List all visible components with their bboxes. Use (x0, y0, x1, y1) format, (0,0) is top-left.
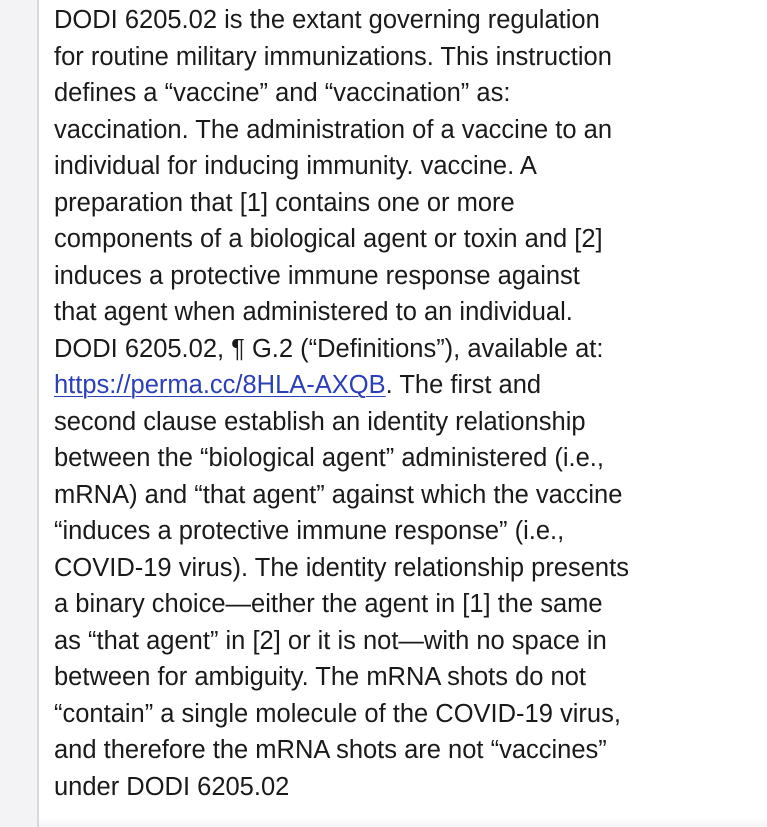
text-line: preparation that [1] contains one or more (54, 188, 515, 217)
text-line: “contain” a single molecule of the COVID-19 virus, (54, 699, 621, 728)
text-line: under DODI 6205.02 (54, 772, 290, 801)
text-line: vaccination. The administration of a vaccine to an (54, 115, 613, 144)
quoted-passage (54, 2, 754, 805)
text-line: COVID-19 virus). The identity relationship presents (54, 553, 629, 582)
text-line: and therefore the mRNA shots are not “vaccines” (54, 736, 607, 764)
text-line: second clause establish an identity relationship (54, 407, 586, 436)
quote-gutter (0, 0, 37, 827)
text-line: as “that agent” in [2] or it is not—with no space in (54, 626, 607, 655)
quote-bar (37, 0, 39, 827)
bottom-edge (39, 817, 767, 827)
link-tail-text: . The first and (385, 371, 542, 399)
text-line: for routine military immunizations. This instruction (54, 42, 612, 71)
perma-cc-link[interactable]: https://perma.cc/8HLA-AXQB (54, 371, 386, 399)
text-line: DODI 6205.02, ¶ G.2 (“Definitions”), available at: (54, 334, 604, 363)
text-line: DODI 6205.02 is the extant governing regulation (54, 6, 600, 34)
text-line: individual for inducing immunity. vaccine. A (54, 152, 537, 180)
text-line-with-link (54, 367, 754, 404)
text-line: a binary choice—either the agent in [1] the same (54, 590, 603, 618)
text-line: mRNA) and “that agent” against which the vaccine (54, 480, 623, 509)
text-line: “induces a protective immune response” (i.e., (54, 517, 565, 545)
text-line: that agent when administered to an individual. (54, 298, 573, 326)
text-line: defines a “vaccine” and “vaccination” as: (54, 79, 511, 107)
text-line: induces a protective immune response against (54, 261, 580, 290)
text-line: between for ambiguity. The mRNA shots do not (54, 663, 587, 691)
text-line: components of a biological agent or toxin and [2] (54, 225, 603, 253)
text-line: between the “biological agent” administered (i.e., (54, 444, 604, 472)
